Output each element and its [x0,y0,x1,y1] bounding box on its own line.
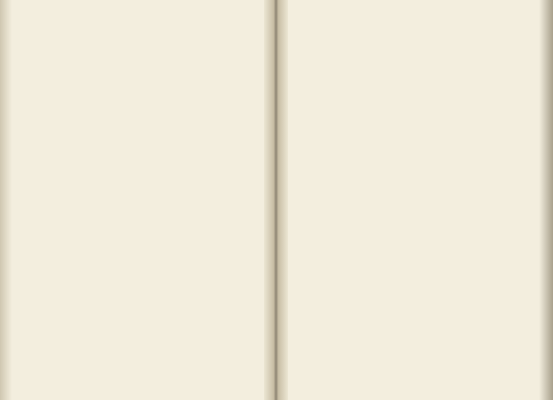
page-edge-shadow-left [0,0,12,400]
page-edge-shadow-right [539,0,553,400]
book-gutter [264,0,288,400]
